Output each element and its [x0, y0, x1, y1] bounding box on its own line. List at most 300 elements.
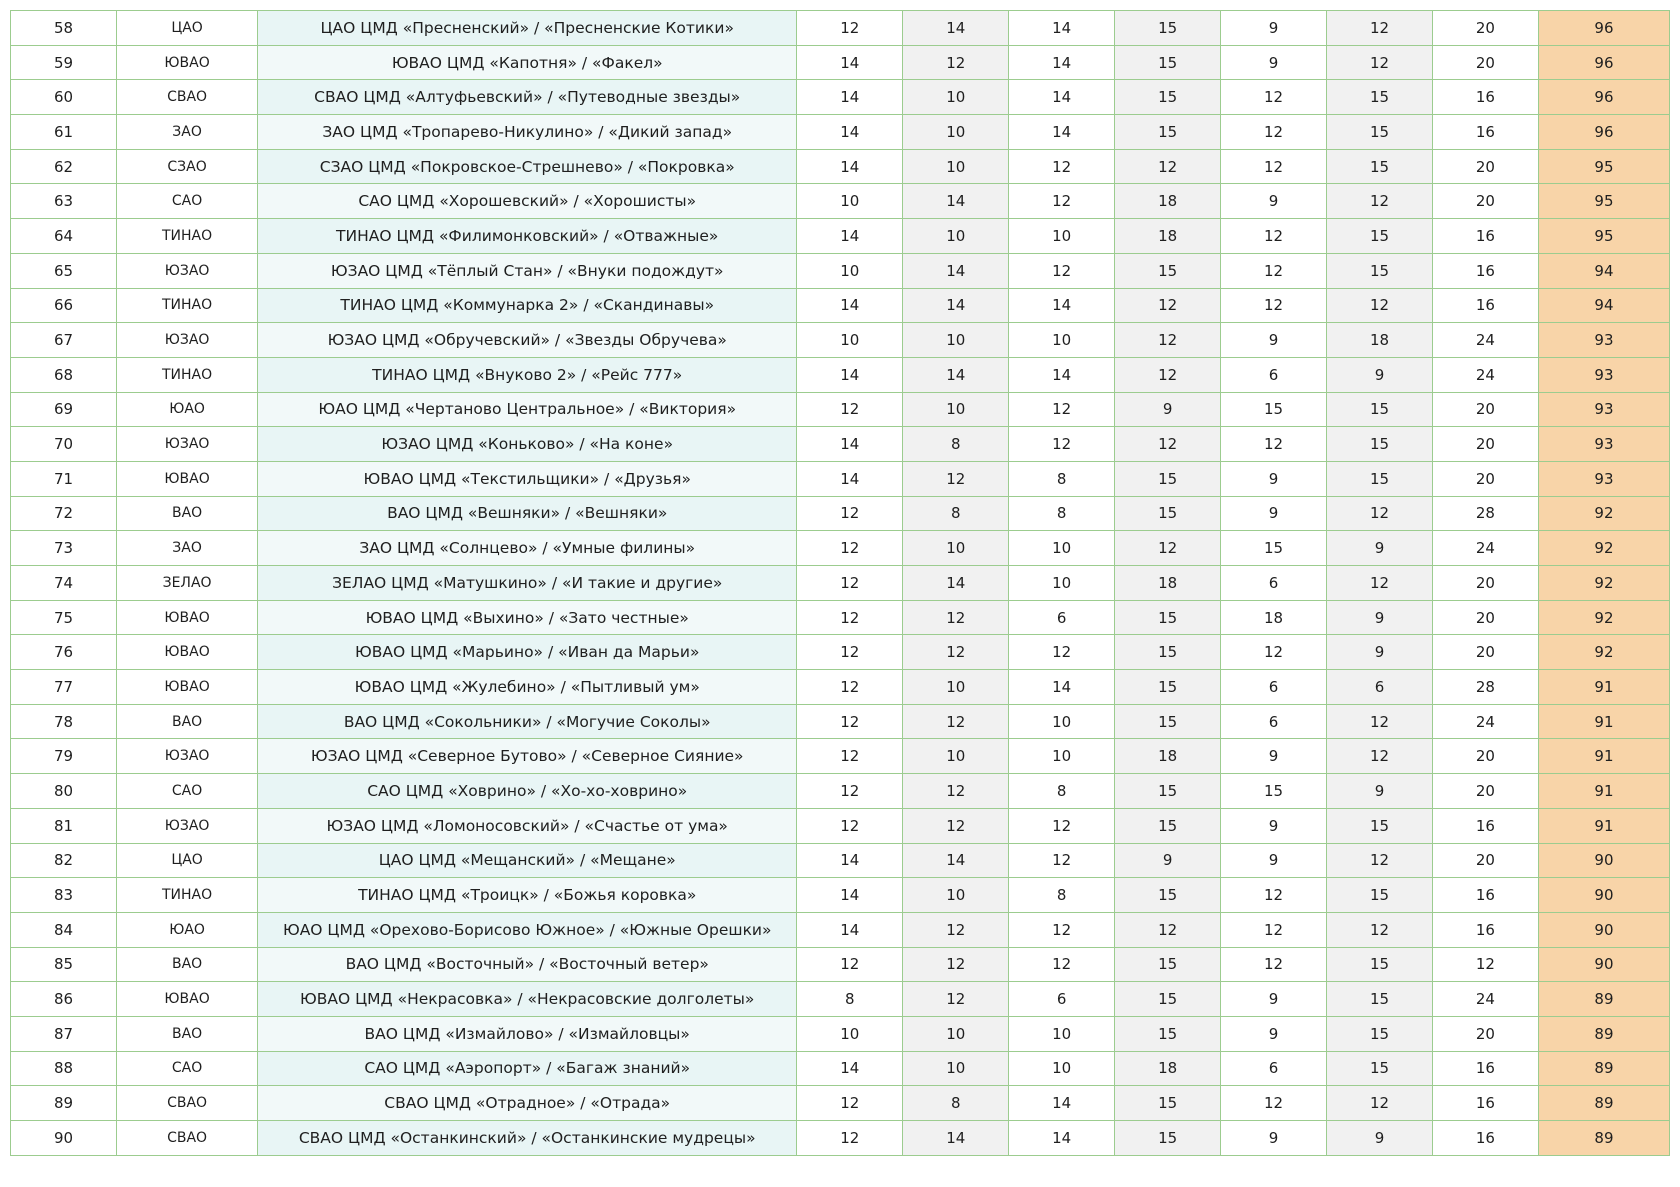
district-cell: ЮЗАО: [117, 427, 258, 462]
score-cell: 10: [903, 739, 1009, 774]
district-cell: ЮАО: [117, 392, 258, 427]
total-score-cell: 92: [1538, 531, 1669, 566]
score-cell: 9: [1327, 1121, 1433, 1156]
score-cell: 20: [1432, 45, 1538, 80]
row-number: 73: [11, 531, 117, 566]
table-row: [11, 115, 1670, 150]
score-cell: 16: [1432, 288, 1538, 323]
score-cell: 12: [797, 392, 903, 427]
row-number: 72: [11, 496, 117, 531]
score-cell: 12: [1009, 912, 1115, 947]
score-cell: 14: [1009, 670, 1115, 705]
score-cell: 14: [1009, 115, 1115, 150]
score-cell: 15: [1327, 808, 1433, 843]
score-cell: 20: [1432, 774, 1538, 809]
score-cell: 15: [1327, 1051, 1433, 1086]
table-row: [11, 531, 1670, 566]
ranking-table-body: [11, 11, 1670, 1156]
score-cell: 24: [1432, 531, 1538, 566]
score-cell: 16: [1432, 808, 1538, 843]
total-score-cell: 90: [1538, 912, 1669, 947]
score-cell: 14: [797, 843, 903, 878]
score-cell: 9: [1327, 635, 1433, 670]
total-score-cell: 96: [1538, 45, 1669, 80]
team-name-cell: ЗЕЛАО ЦМД «Матушкино» / «И такие и другие»: [258, 566, 797, 601]
score-cell: 16: [1432, 1121, 1538, 1156]
score-cell: 12: [1327, 288, 1433, 323]
score-cell: 15: [1115, 496, 1221, 531]
team-name-cell: ЮЗАО ЦМД «Северное Бутово» / «Северное Сияние»: [258, 739, 797, 774]
team-name-cell: ТИНАО ЦМД «Внуково 2» / «Рейс 777»: [258, 357, 797, 392]
score-cell: 20: [1432, 184, 1538, 219]
score-cell: 10: [797, 1016, 903, 1051]
score-cell: 9: [1221, 739, 1327, 774]
table-row: [11, 566, 1670, 601]
score-cell: 12: [1009, 635, 1115, 670]
row-number: 89: [11, 1086, 117, 1121]
team-name-cell: СВАО ЦМД «Алтуфьевский» / «Путеводные звезды»: [258, 80, 797, 115]
score-cell: 10: [903, 219, 1009, 254]
score-cell: 10: [903, 1051, 1009, 1086]
score-cell: 14: [1009, 357, 1115, 392]
score-cell: 6: [1221, 1051, 1327, 1086]
table-row: [11, 253, 1670, 288]
score-cell: 14: [1009, 288, 1115, 323]
row-number: 64: [11, 219, 117, 254]
table-row: [11, 704, 1670, 739]
score-cell: 12: [903, 635, 1009, 670]
score-cell: 8: [1009, 774, 1115, 809]
score-cell: 16: [1432, 253, 1538, 288]
district-cell: ЗАО: [117, 115, 258, 150]
total-score-cell: 95: [1538, 219, 1669, 254]
score-cell: 12: [797, 774, 903, 809]
score-cell: 15: [1327, 461, 1433, 496]
table-row: [11, 1086, 1670, 1121]
score-cell: 12: [797, 947, 903, 982]
ranking-table: [10, 10, 1670, 1156]
row-number: 88: [11, 1051, 117, 1086]
score-cell: 8: [1009, 461, 1115, 496]
score-cell: 12: [1327, 496, 1433, 531]
score-cell: 14: [903, 566, 1009, 601]
district-cell: ЮЗАО: [117, 808, 258, 843]
score-cell: 12: [903, 912, 1009, 947]
table-row: [11, 1121, 1670, 1156]
score-cell: 6: [1221, 566, 1327, 601]
table-row: [11, 947, 1670, 982]
score-cell: 12: [797, 739, 903, 774]
score-cell: 9: [1221, 1016, 1327, 1051]
score-cell: 8: [903, 427, 1009, 462]
score-cell: 10: [903, 1016, 1009, 1051]
team-name-cell: ЮЗАО ЦМД «Ломоносовский» / «Счастье от ума»: [258, 808, 797, 843]
row-number: 61: [11, 115, 117, 150]
district-cell: ЮВАО: [117, 635, 258, 670]
score-cell: 14: [797, 357, 903, 392]
total-score-cell: 93: [1538, 427, 1669, 462]
score-cell: 9: [1221, 808, 1327, 843]
score-cell: 10: [903, 80, 1009, 115]
score-cell: 12: [1221, 80, 1327, 115]
score-cell: 12: [1221, 878, 1327, 913]
district-cell: ВАО: [117, 704, 258, 739]
score-cell: 6: [1221, 357, 1327, 392]
score-cell: 16: [1432, 1051, 1538, 1086]
row-number: 63: [11, 184, 117, 219]
score-cell: 12: [797, 566, 903, 601]
score-cell: 12: [1221, 149, 1327, 184]
row-number: 77: [11, 670, 117, 705]
team-name-cell: СВАО ЦМД «Останкинский» / «Останкинские мудрецы»: [258, 1121, 797, 1156]
score-cell: 12: [1327, 843, 1433, 878]
score-cell: 15: [1115, 982, 1221, 1017]
row-number: 80: [11, 774, 117, 809]
team-name-cell: ТИНАО ЦМД «Коммунарка 2» / «Скандинавы»: [258, 288, 797, 323]
score-cell: 9: [1327, 774, 1433, 809]
row-number: 87: [11, 1016, 117, 1051]
score-cell: 12: [1327, 704, 1433, 739]
total-score-cell: 90: [1538, 947, 1669, 982]
score-cell: 15: [1115, 1016, 1221, 1051]
score-cell: 12: [1221, 253, 1327, 288]
score-cell: 20: [1432, 843, 1538, 878]
score-cell: 18: [1115, 739, 1221, 774]
row-number: 66: [11, 288, 117, 323]
score-cell: 12: [903, 600, 1009, 635]
row-number: 90: [11, 1121, 117, 1156]
score-cell: 10: [1009, 739, 1115, 774]
score-cell: 12: [1327, 45, 1433, 80]
table-row: [11, 878, 1670, 913]
score-cell: 12: [1221, 115, 1327, 150]
score-cell: 10: [903, 392, 1009, 427]
total-score-cell: 91: [1538, 739, 1669, 774]
team-name-cell: ЮЗАО ЦМД «Тёплый Стан» / «Внуки подождут»: [258, 253, 797, 288]
score-cell: 14: [1009, 1086, 1115, 1121]
total-score-cell: 90: [1538, 878, 1669, 913]
score-cell: 10: [1009, 219, 1115, 254]
total-score-cell: 89: [1538, 1086, 1669, 1121]
total-score-cell: 95: [1538, 149, 1669, 184]
district-cell: СВАО: [117, 80, 258, 115]
district-cell: СВАО: [117, 1121, 258, 1156]
score-cell: 12: [797, 704, 903, 739]
team-name-cell: ЮВАО ЦМД «Выхино» / «Зато честные»: [258, 600, 797, 635]
score-cell: 10: [903, 323, 1009, 358]
table-row: [11, 288, 1670, 323]
table-row: [11, 80, 1670, 115]
score-cell: 9: [1221, 461, 1327, 496]
team-name-cell: ЮАО ЦМД «Орехово-Борисово Южное» / «Южные Орешки»: [258, 912, 797, 947]
table-row: [11, 357, 1670, 392]
score-cell: 15: [1115, 808, 1221, 843]
score-cell: 20: [1432, 566, 1538, 601]
table-row: [11, 912, 1670, 947]
table-row: [11, 392, 1670, 427]
score-cell: 14: [903, 288, 1009, 323]
table-row: [11, 1051, 1670, 1086]
row-number: 58: [11, 11, 117, 46]
team-name-cell: ЮЗАО ЦМД «Обручевский» / «Звезды Обручева»: [258, 323, 797, 358]
score-cell: 15: [1115, 11, 1221, 46]
score-cell: 6: [1009, 600, 1115, 635]
score-cell: 15: [1115, 115, 1221, 150]
score-cell: 15: [1115, 461, 1221, 496]
district-cell: ЮВАО: [117, 600, 258, 635]
score-cell: 10: [797, 184, 903, 219]
score-cell: 10: [797, 323, 903, 358]
score-cell: 10: [1009, 566, 1115, 601]
row-number: 83: [11, 878, 117, 913]
score-cell: 12: [1221, 635, 1327, 670]
score-cell: 15: [1327, 115, 1433, 150]
score-cell: 14: [797, 45, 903, 80]
score-cell: 9: [1115, 392, 1221, 427]
score-cell: 12: [1009, 184, 1115, 219]
score-cell: 18: [1115, 219, 1221, 254]
district-cell: ЦАО: [117, 843, 258, 878]
score-cell: 12: [1327, 912, 1433, 947]
score-cell: 24: [1432, 357, 1538, 392]
score-cell: 14: [797, 80, 903, 115]
row-number: 71: [11, 461, 117, 496]
row-number: 67: [11, 323, 117, 358]
score-cell: 12: [903, 461, 1009, 496]
score-cell: 6: [1221, 670, 1327, 705]
team-name-cell: САО ЦМД «Ховрино» / «Хо-хо-ховрино»: [258, 774, 797, 809]
table-row: [11, 1016, 1670, 1051]
score-cell: 12: [1009, 808, 1115, 843]
score-cell: 15: [1221, 531, 1327, 566]
score-cell: 12: [797, 1086, 903, 1121]
score-cell: 14: [797, 461, 903, 496]
district-cell: ТИНАО: [117, 357, 258, 392]
score-cell: 12: [1327, 1086, 1433, 1121]
score-cell: 12: [1327, 566, 1433, 601]
total-score-cell: 96: [1538, 115, 1669, 150]
team-name-cell: СВАО ЦМД «Отрадное» / «Отрада»: [258, 1086, 797, 1121]
row-number: 79: [11, 739, 117, 774]
score-cell: 12: [797, 531, 903, 566]
score-cell: 18: [1115, 184, 1221, 219]
district-cell: ЮАО: [117, 912, 258, 947]
score-cell: 12: [1115, 288, 1221, 323]
table-row: [11, 774, 1670, 809]
score-cell: 12: [1221, 1086, 1327, 1121]
district-cell: САО: [117, 184, 258, 219]
team-name-cell: САО ЦМД «Аэропорт» / «Багаж знаний»: [258, 1051, 797, 1086]
score-cell: 16: [1432, 878, 1538, 913]
score-cell: 6: [1221, 704, 1327, 739]
score-cell: 14: [1009, 80, 1115, 115]
score-cell: 10: [903, 531, 1009, 566]
total-score-cell: 95: [1538, 184, 1669, 219]
score-cell: 14: [903, 357, 1009, 392]
total-score-cell: 92: [1538, 600, 1669, 635]
score-cell: 15: [1221, 392, 1327, 427]
total-score-cell: 89: [1538, 1051, 1669, 1086]
team-name-cell: ЮВАО ЦМД «Капотня» / «Факел»: [258, 45, 797, 80]
score-cell: 12: [797, 496, 903, 531]
row-number: 81: [11, 808, 117, 843]
score-cell: 12: [797, 1121, 903, 1156]
score-cell: 20: [1432, 600, 1538, 635]
table-row: [11, 461, 1670, 496]
total-score-cell: 94: [1538, 253, 1669, 288]
row-number: 78: [11, 704, 117, 739]
row-number: 84: [11, 912, 117, 947]
score-cell: 15: [1115, 80, 1221, 115]
team-name-cell: ЗАО ЦМД «Тропарево-Никулино» / «Дикий запад»: [258, 115, 797, 150]
total-score-cell: 89: [1538, 1016, 1669, 1051]
score-cell: 9: [1221, 843, 1327, 878]
score-cell: 9: [1221, 184, 1327, 219]
total-score-cell: 89: [1538, 982, 1669, 1017]
team-name-cell: ЦАО ЦМД «Пресненский» / «Пресненские Котики»: [258, 11, 797, 46]
score-cell: 12: [1009, 149, 1115, 184]
team-name-cell: САО ЦМД «Хорошевский» / «Хорошисты»: [258, 184, 797, 219]
row-number: 69: [11, 392, 117, 427]
row-number: 74: [11, 566, 117, 601]
score-cell: 15: [1327, 1016, 1433, 1051]
row-number: 70: [11, 427, 117, 462]
score-cell: 15: [1327, 982, 1433, 1017]
score-cell: 14: [903, 11, 1009, 46]
score-cell: 15: [1115, 1086, 1221, 1121]
score-cell: 8: [903, 1086, 1009, 1121]
score-cell: 20: [1432, 427, 1538, 462]
score-cell: 12: [903, 947, 1009, 982]
score-cell: 14: [1009, 45, 1115, 80]
team-name-cell: ВАО ЦМД «Сокольники» / «Могучие Соколы»: [258, 704, 797, 739]
score-cell: 15: [1327, 253, 1433, 288]
score-cell: 12: [1115, 912, 1221, 947]
total-score-cell: 93: [1538, 461, 1669, 496]
score-cell: 12: [797, 808, 903, 843]
total-score-cell: 96: [1538, 11, 1669, 46]
row-number: 65: [11, 253, 117, 288]
total-score-cell: 92: [1538, 496, 1669, 531]
district-cell: ЮВАО: [117, 45, 258, 80]
score-cell: 15: [1115, 878, 1221, 913]
score-cell: 14: [1009, 1121, 1115, 1156]
score-cell: 20: [1432, 149, 1538, 184]
score-cell: 15: [1115, 45, 1221, 80]
score-cell: 14: [797, 115, 903, 150]
total-score-cell: 90: [1538, 843, 1669, 878]
score-cell: 12: [1432, 947, 1538, 982]
table-row: [11, 600, 1670, 635]
total-score-cell: 91: [1538, 670, 1669, 705]
district-cell: ЮВАО: [117, 982, 258, 1017]
score-cell: 28: [1432, 496, 1538, 531]
table-row: [11, 808, 1670, 843]
score-cell: 14: [797, 288, 903, 323]
row-number: 68: [11, 357, 117, 392]
team-name-cell: ВАО ЦМД «Измайлово» / «Измайловцы»: [258, 1016, 797, 1051]
score-cell: 8: [903, 496, 1009, 531]
district-cell: СВАО: [117, 1086, 258, 1121]
score-cell: 9: [1221, 11, 1327, 46]
score-cell: 16: [1432, 219, 1538, 254]
score-cell: 20: [1432, 392, 1538, 427]
district-cell: ЮВАО: [117, 461, 258, 496]
row-number: 75: [11, 600, 117, 635]
score-cell: 12: [1009, 947, 1115, 982]
score-cell: 12: [1009, 392, 1115, 427]
total-score-cell: 94: [1538, 288, 1669, 323]
score-cell: 16: [1432, 1086, 1538, 1121]
score-cell: 12: [1221, 427, 1327, 462]
score-cell: 12: [1221, 947, 1327, 982]
score-cell: 14: [903, 1121, 1009, 1156]
total-score-cell: 91: [1538, 774, 1669, 809]
score-cell: 24: [1432, 704, 1538, 739]
table-row: [11, 670, 1670, 705]
total-score-cell: 92: [1538, 566, 1669, 601]
score-cell: 20: [1432, 739, 1538, 774]
team-name-cell: ЮЗАО ЦМД «Коньково» / «На коне»: [258, 427, 797, 462]
total-score-cell: 92: [1538, 635, 1669, 670]
district-cell: ЮЗАО: [117, 739, 258, 774]
score-cell: 12: [1327, 739, 1433, 774]
score-cell: 12: [903, 808, 1009, 843]
total-score-cell: 93: [1538, 357, 1669, 392]
team-name-cell: ЮВАО ЦМД «Некрасовка» / «Некрасовские долголеты»: [258, 982, 797, 1017]
team-name-cell: ВАО ЦМД «Вешняки» / «Вешняки»: [258, 496, 797, 531]
district-cell: ТИНАО: [117, 288, 258, 323]
score-cell: 9: [1327, 357, 1433, 392]
score-cell: 12: [1009, 253, 1115, 288]
score-cell: 10: [1009, 1051, 1115, 1086]
score-cell: 10: [1009, 704, 1115, 739]
score-cell: 12: [1115, 427, 1221, 462]
team-name-cell: ВАО ЦМД «Восточный» / «Восточный ветер»: [258, 947, 797, 982]
table-row: [11, 739, 1670, 774]
score-cell: 14: [797, 149, 903, 184]
score-cell: 12: [903, 774, 1009, 809]
score-cell: 20: [1432, 11, 1538, 46]
score-cell: 12: [1327, 184, 1433, 219]
score-cell: 16: [1432, 912, 1538, 947]
table-row: [11, 11, 1670, 46]
district-cell: ЮЗАО: [117, 323, 258, 358]
score-cell: 14: [903, 253, 1009, 288]
score-cell: 14: [797, 912, 903, 947]
score-cell: 12: [1009, 427, 1115, 462]
score-cell: 12: [1115, 149, 1221, 184]
score-cell: 9: [1221, 1121, 1327, 1156]
score-cell: 14: [797, 878, 903, 913]
team-name-cell: ЮАО ЦМД «Чертаново Центральное» / «Виктория»: [258, 392, 797, 427]
score-cell: 6: [1327, 670, 1433, 705]
score-cell: 15: [1327, 80, 1433, 115]
score-cell: 15: [1115, 704, 1221, 739]
row-number: 59: [11, 45, 117, 80]
score-cell: 9: [1221, 45, 1327, 80]
score-cell: 12: [903, 982, 1009, 1017]
row-number: 62: [11, 149, 117, 184]
score-cell: 8: [797, 982, 903, 1017]
table-row: [11, 843, 1670, 878]
table-row: [11, 184, 1670, 219]
table-row: [11, 982, 1670, 1017]
row-number: 86: [11, 982, 117, 1017]
score-cell: 15: [1115, 600, 1221, 635]
score-cell: 15: [1221, 774, 1327, 809]
table-row: [11, 323, 1670, 358]
